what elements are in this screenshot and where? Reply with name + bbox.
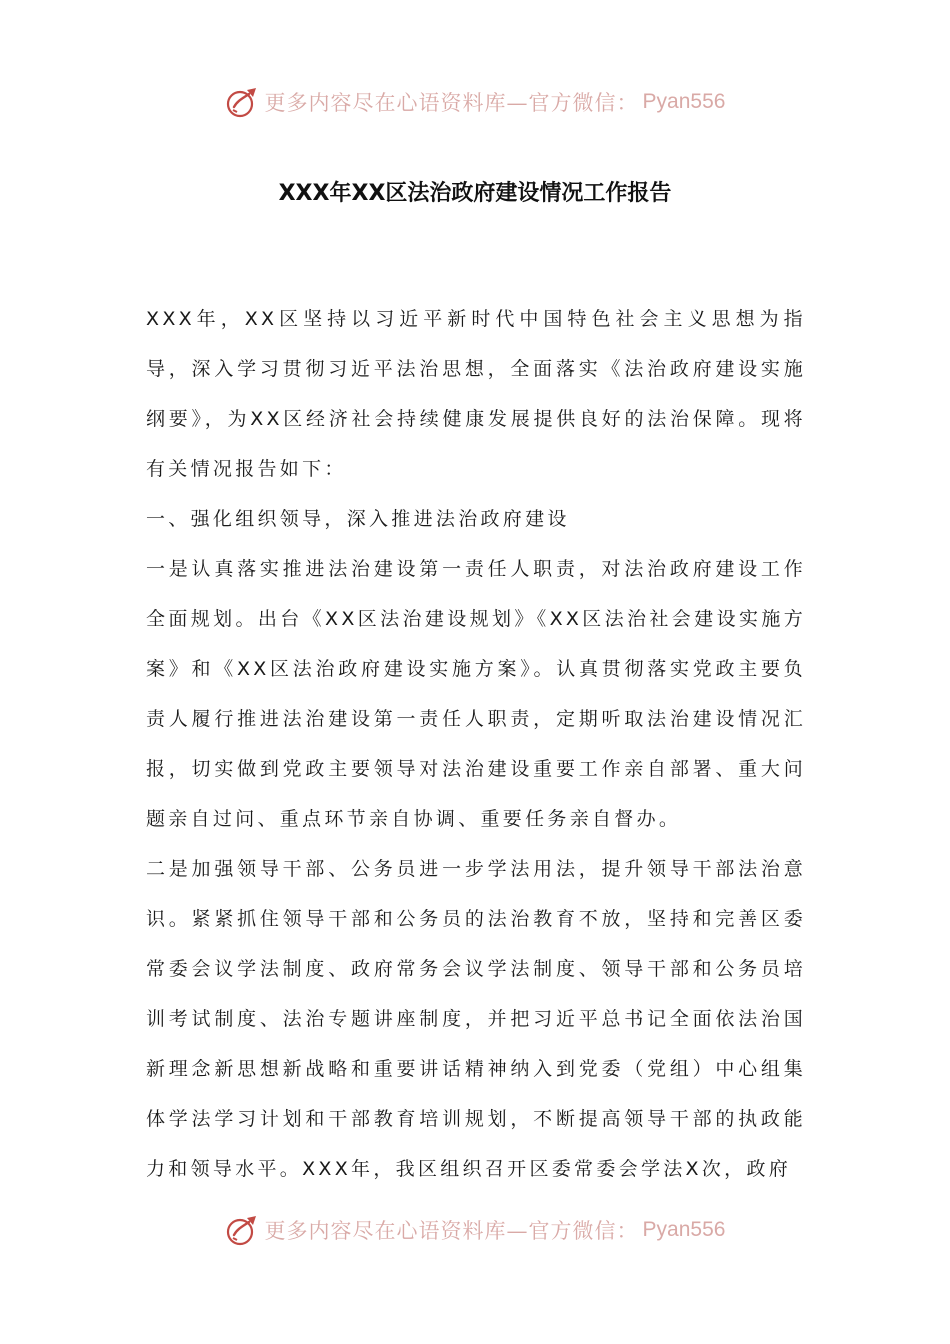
watermark-text: 更多内容尽在心语资料库—官方微信： [264,1219,639,1243]
pen-circle-icon [225,1213,259,1247]
footer-watermark [0,1210,950,1250]
header-watermark [0,82,950,122]
watermark-wechat-id: Pyan556 [642,1218,726,1241]
paragraph-first-point: 一是认真落实推进法治建设第一责任人职责，对法治政府建设工作全面规划。出台《XX区法治建设规划》《XX区法治社会建设实施方案》和《XX区法治政府建设实施方案》。认真贯彻落实党政主要负责人履行推进法治建设第一责任人职责，定期听取法治建设情况汇报，切实做到党政主要领导对法治建设重要工作亲自部署、重大问题亲自过问、重点环节亲自协调、重要任务亲自督办。 [146,558,806,830]
section-heading: 一、强化组织领导，深入推进法治政府建设 [146,508,570,530]
document-title: XXX年XX区法治政府建设情况工作报告 [278,181,672,206]
watermark-wechat-id: Pyan556 [642,90,726,113]
paragraph-second-point: 二是加强领导干部、公务员进一步学法用法，提升领导干部法治意识。紧紧抓住领导干部和公务员的法治教育不放，坚持和完善区委常委会议学法制度、政府常务会议学法制度、领导干部和公务员培训考试制度、法治专题讲座制度，并把习近平总书记全面依法治国新理念新思想新战略和重要讲话精神纳入到党委（党组）中心组集体学法学习计划和干部教育培训规划，不断提高领导干部的执政能力和领导水平。XXX年，我区组织召开区委常委会学法X次，政府 [146,858,806,1180]
document-body [146,294,806,1194]
paragraph-intro: XXX年，XX区坚持以习近平新时代中国特色社会主义思想为指导，深入学习贯彻习近平法治思想，全面落实《法治政府建设实施纲要》，为XX区经济社会持续健康发展提供良好的法治保障。现将有关情况报告如下： [146,308,806,480]
pen-circle-icon [225,85,259,119]
watermark-text: 更多内容尽在心语资料库—官方微信： [264,91,639,115]
